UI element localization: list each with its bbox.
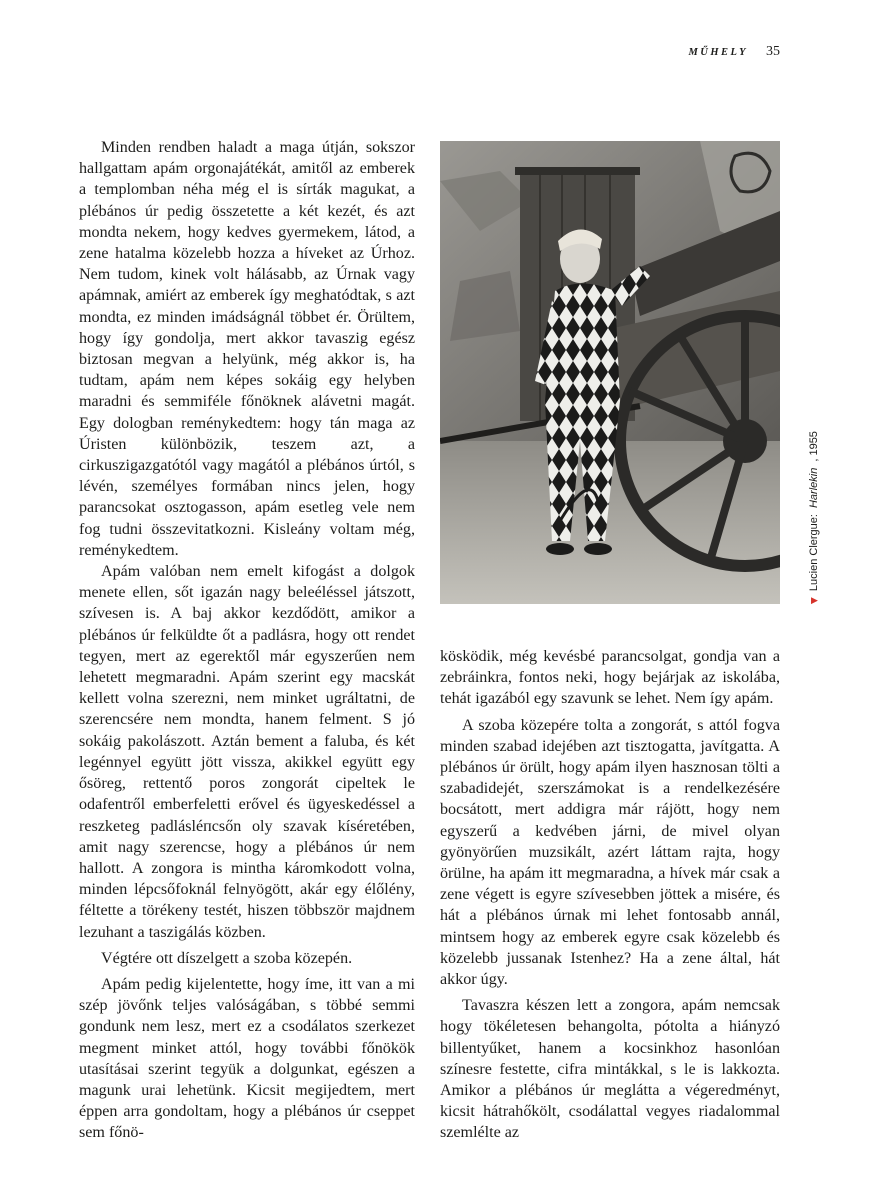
photo-caption xyxy=(806,431,822,606)
paragraph: Minden rendben haladt a maga útján, sokszor hallgattam apám orgonajátékát, amitől az emberek a templomban néha még el is sírták magukat, a plébános úr pedig összetette a két kezét, és azt mondta nekem, hogy kedves gyermekem, látod, a zene hatalma közelebb hozza a híveket az Úrhoz. Nem tudom, kinek volt hálásabb, az Úrnak vagy apámnak, amiért az emberek így meghatódtak, s azt mondta, ez minden imádságnál többet ér. Örültem, hogy így gondolja, mert akkor tavaszig egész biztosan megvan a helyünk, még akkor is, ha tudtam, apám nem képes sokáig egy helyben maradni és semmiféle főnöknek alávetni magát. Egy dologban reménykedtem: hogy tán maga az Úristen különbözik, teszem azt, a cirkuszigazgatótól vagy magától a plébános úrtól, s lévén, személyes formában nincs jelen, hogy parancsokat osztogasson, apám esetleg vele nem fog tudni összevitatkozni. Kisleány voltam még, reménykedtem. xyxy=(79,139,415,559)
left-text-column xyxy=(79,137,415,1144)
paragraph: Végtére ott díszelgett a szoba közepén. xyxy=(101,949,353,967)
triangle-pointer-icon: ▶ xyxy=(810,595,818,606)
right-text-column xyxy=(440,646,780,1144)
caption-author: Lucien Clergue: xyxy=(808,514,820,592)
paragraph: Tavaszra készen lett a zongora, apám nemcsak hogy tökéletesen behangolta, pótolta a hiányzó billentyűket, hanem a kocsinkhoz hasonlóan színesre festette, cifra mintákkal, s le is lakkozta. Amikor a plébános úr meglátta a végeredményt, kicsit hátrahőkölt, csodálattal vegyes riadalommal szemlélte az xyxy=(440,997,780,1142)
caption-year: , 1955 xyxy=(808,431,820,462)
paragraph: kösködik, még kevésbé parancsolgat, gondja van a zebráinkra, fontos neki, hogy bejárjak az iskolába, tehát igazából egy szavunk se lehet. Nem így apám. xyxy=(440,648,780,708)
page-number: 35 xyxy=(766,44,780,59)
paragraph: Apám valóban nem emelt kifogást a dolgok menete ellen, sőt igazán nagy beleéléssel játszott, szívesen is. A baj akkor kezdődött, amikor a plébános úr felküldte őt a padlásra, hogy ott rendet tegyen, mert az egerektől már egyszerűen nem lehetett megmaradni. Apám szerint egy macskát kellett volna szerezni, nem minket ugráltatni, de szerencsére nem mondta, hanem felment. S jó sokáig pakolászott. Aztán bement a faluba, és két legénnyel együtt jött vissza, akikkel együtt egy ősöreg, rettentő poros zongorát cipeltek le odafentről emberfeletti erővel és ügyeskedéssel a reszketeg padlásléпcsőn oly szavak kíséretében, amit nagy szerencse, hogy a plébános úr nem hallott. A zongora is mintha káromkodott volna, minden lépcsőfoknál felnyögött, akár egy élőlény, féltette a törékeny testét, hiszen többször majdnem lezuhant a taszigálás közben. xyxy=(79,563,415,941)
section-title: MŰHELY xyxy=(688,47,748,58)
paragraph: A szoba közepére tolta a zongorát, s attól fogva minden szabad idejében azt tisztogatta, javítgatta. A plébános úr örült, hogy apám ilyen hasznosan tölti a szabadidejét, szerszámokat is a rendelkezésére bocsátott, mert addigra már rájött, hogy nem egyszerű a kedvében járni, de mivel olyan gyönyörűen muzsikált, azért láttam rajta, hogy örülne, ha apám itt megmaradna, a hívek már csak a zene végett is egyre szívesebben jöttek a misére, és hát a plébános úrnak mi lehet fontosabb annál, mintsem hogy az emberek egyre csak közelebb és közelebb jussanak Istenhez? Ha a zene által, hát akkor úgy. xyxy=(440,716,780,989)
paragraph: Apám pedig kijelentette, hogy íme, itt van a mi szép jövőnk teljes valóságában, s többé semmi gondunk nem lesz, mert ez a csodálatos szerkezet megment minket attól, hogy további főnökök utasításai szerint tegyük a dolgunkat, egészen a magunk urai lehetünk. Kicsit megijedtem, mert éppen arra gondoltam, hogy a plébános úr cseppet sem főnö- xyxy=(79,975,415,1142)
caption-title: Harlekin xyxy=(808,467,820,509)
harlequin-photograph xyxy=(440,141,780,604)
running-header xyxy=(480,44,780,64)
photo-illustration xyxy=(440,141,780,604)
